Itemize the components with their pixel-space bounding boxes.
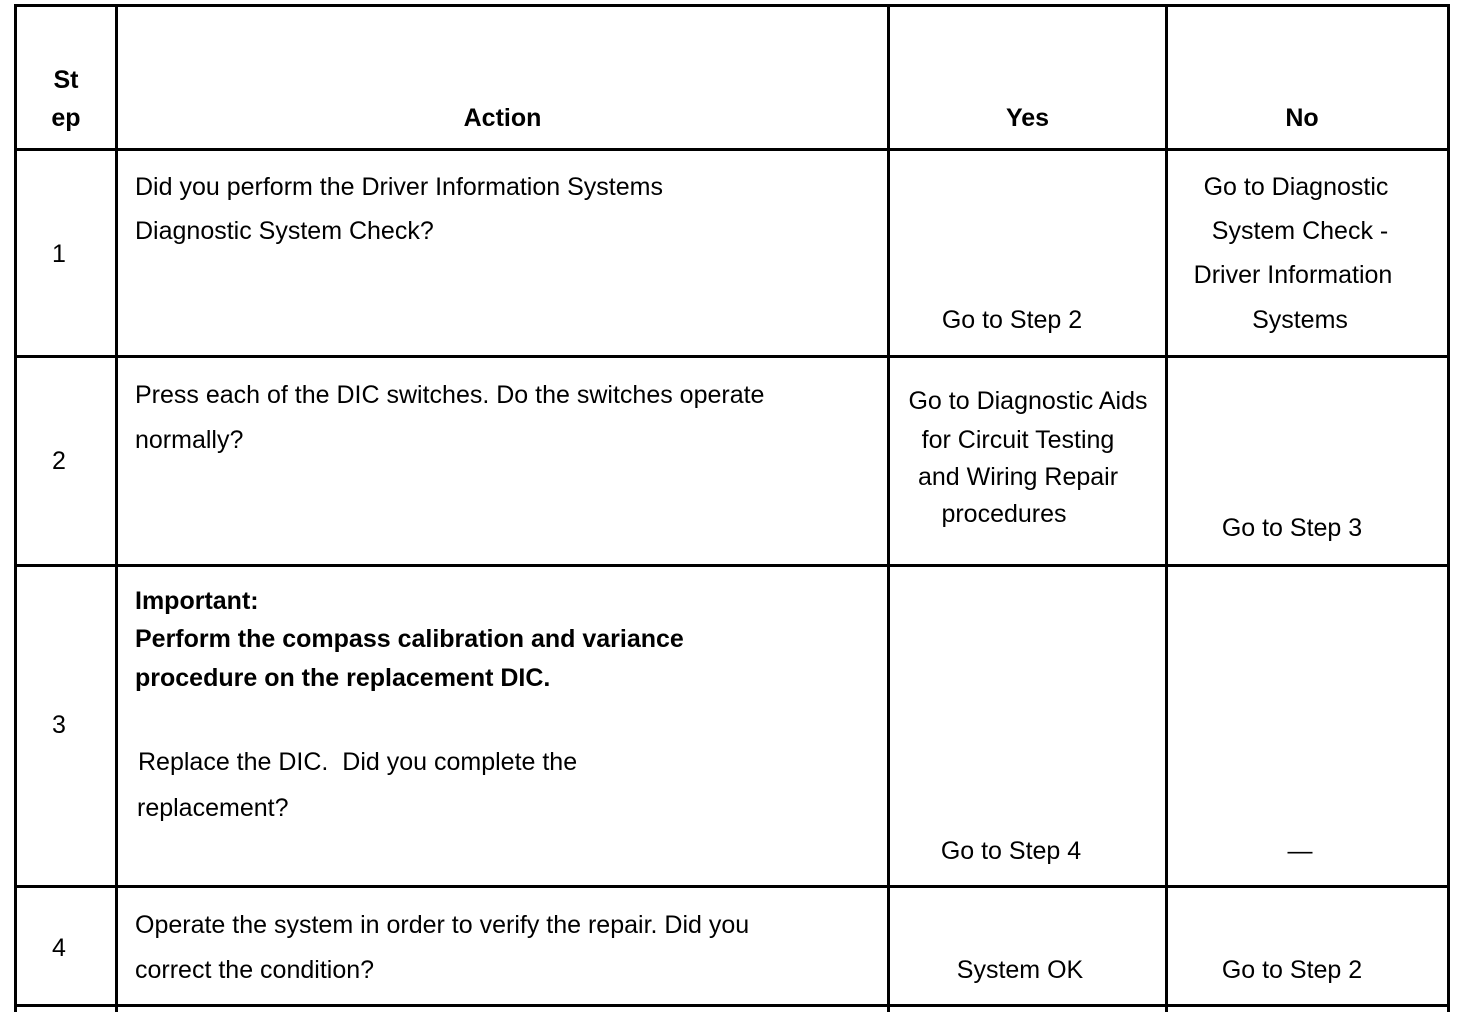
column-divider <box>115 4 118 1012</box>
action-text: correct the condition? <box>135 956 375 984</box>
table-border-right <box>1447 4 1450 1012</box>
yes-result: Go to Step 2 <box>941 306 1083 334</box>
action-text: Diagnostic System Check? <box>135 217 434 245</box>
yes-result: and Wiring Repair <box>917 463 1119 491</box>
yes-result: System OK <box>956 956 1084 984</box>
no-result: — <box>1287 837 1313 865</box>
yes-result: procedures <box>941 500 1067 528</box>
header-action: Action <box>463 104 542 132</box>
yes-result: Go to Diagnostic Aids <box>908 387 1148 415</box>
table-border-left <box>14 4 17 1012</box>
no-result: System Check - <box>1211 217 1389 245</box>
important-note: Perform the compass calibration and variance <box>135 625 684 653</box>
yes-result: Go to Step 4 <box>940 837 1082 865</box>
header-step-line-2: ep <box>51 104 81 132</box>
action-text: normally? <box>135 426 244 454</box>
important-label: Important: <box>135 587 259 615</box>
header-step-line-1: St <box>53 66 79 94</box>
header-no: No <box>1285 104 1319 132</box>
header-divider <box>14 148 1450 151</box>
header-yes: Yes <box>1005 104 1050 132</box>
table-border-bottom <box>14 1004 1450 1007</box>
yes-result: for Circuit Testing <box>921 426 1115 454</box>
action-text: replacement? <box>137 794 289 822</box>
action-text: Replace the DIC. Did you complete the <box>138 748 578 776</box>
row-divider <box>14 564 1450 567</box>
no-result: Systems <box>1252 306 1348 334</box>
table-border-top <box>14 4 1450 7</box>
step-number: 2 <box>52 447 66 475</box>
no-result: Go to Step 3 <box>1221 514 1363 542</box>
important-note: procedure on the replacement DIC. <box>135 664 551 692</box>
no-result: Driver Information <box>1193 261 1393 289</box>
no-result: Go to Diagnostic <box>1203 173 1389 201</box>
row-divider <box>14 885 1450 888</box>
step-number: 1 <box>52 240 66 268</box>
no-result: Go to Step 2 <box>1221 956 1363 984</box>
action-text: Operate the system in order to verify the repair. Did you <box>135 911 750 939</box>
action-text: Did you perform the Driver Information Systems <box>135 173 663 201</box>
step-number: 3 <box>52 711 66 739</box>
action-text: Press each of the DIC switches. Do the switches operate <box>135 381 765 409</box>
row-divider <box>14 355 1450 358</box>
step-number: 4 <box>52 934 66 962</box>
